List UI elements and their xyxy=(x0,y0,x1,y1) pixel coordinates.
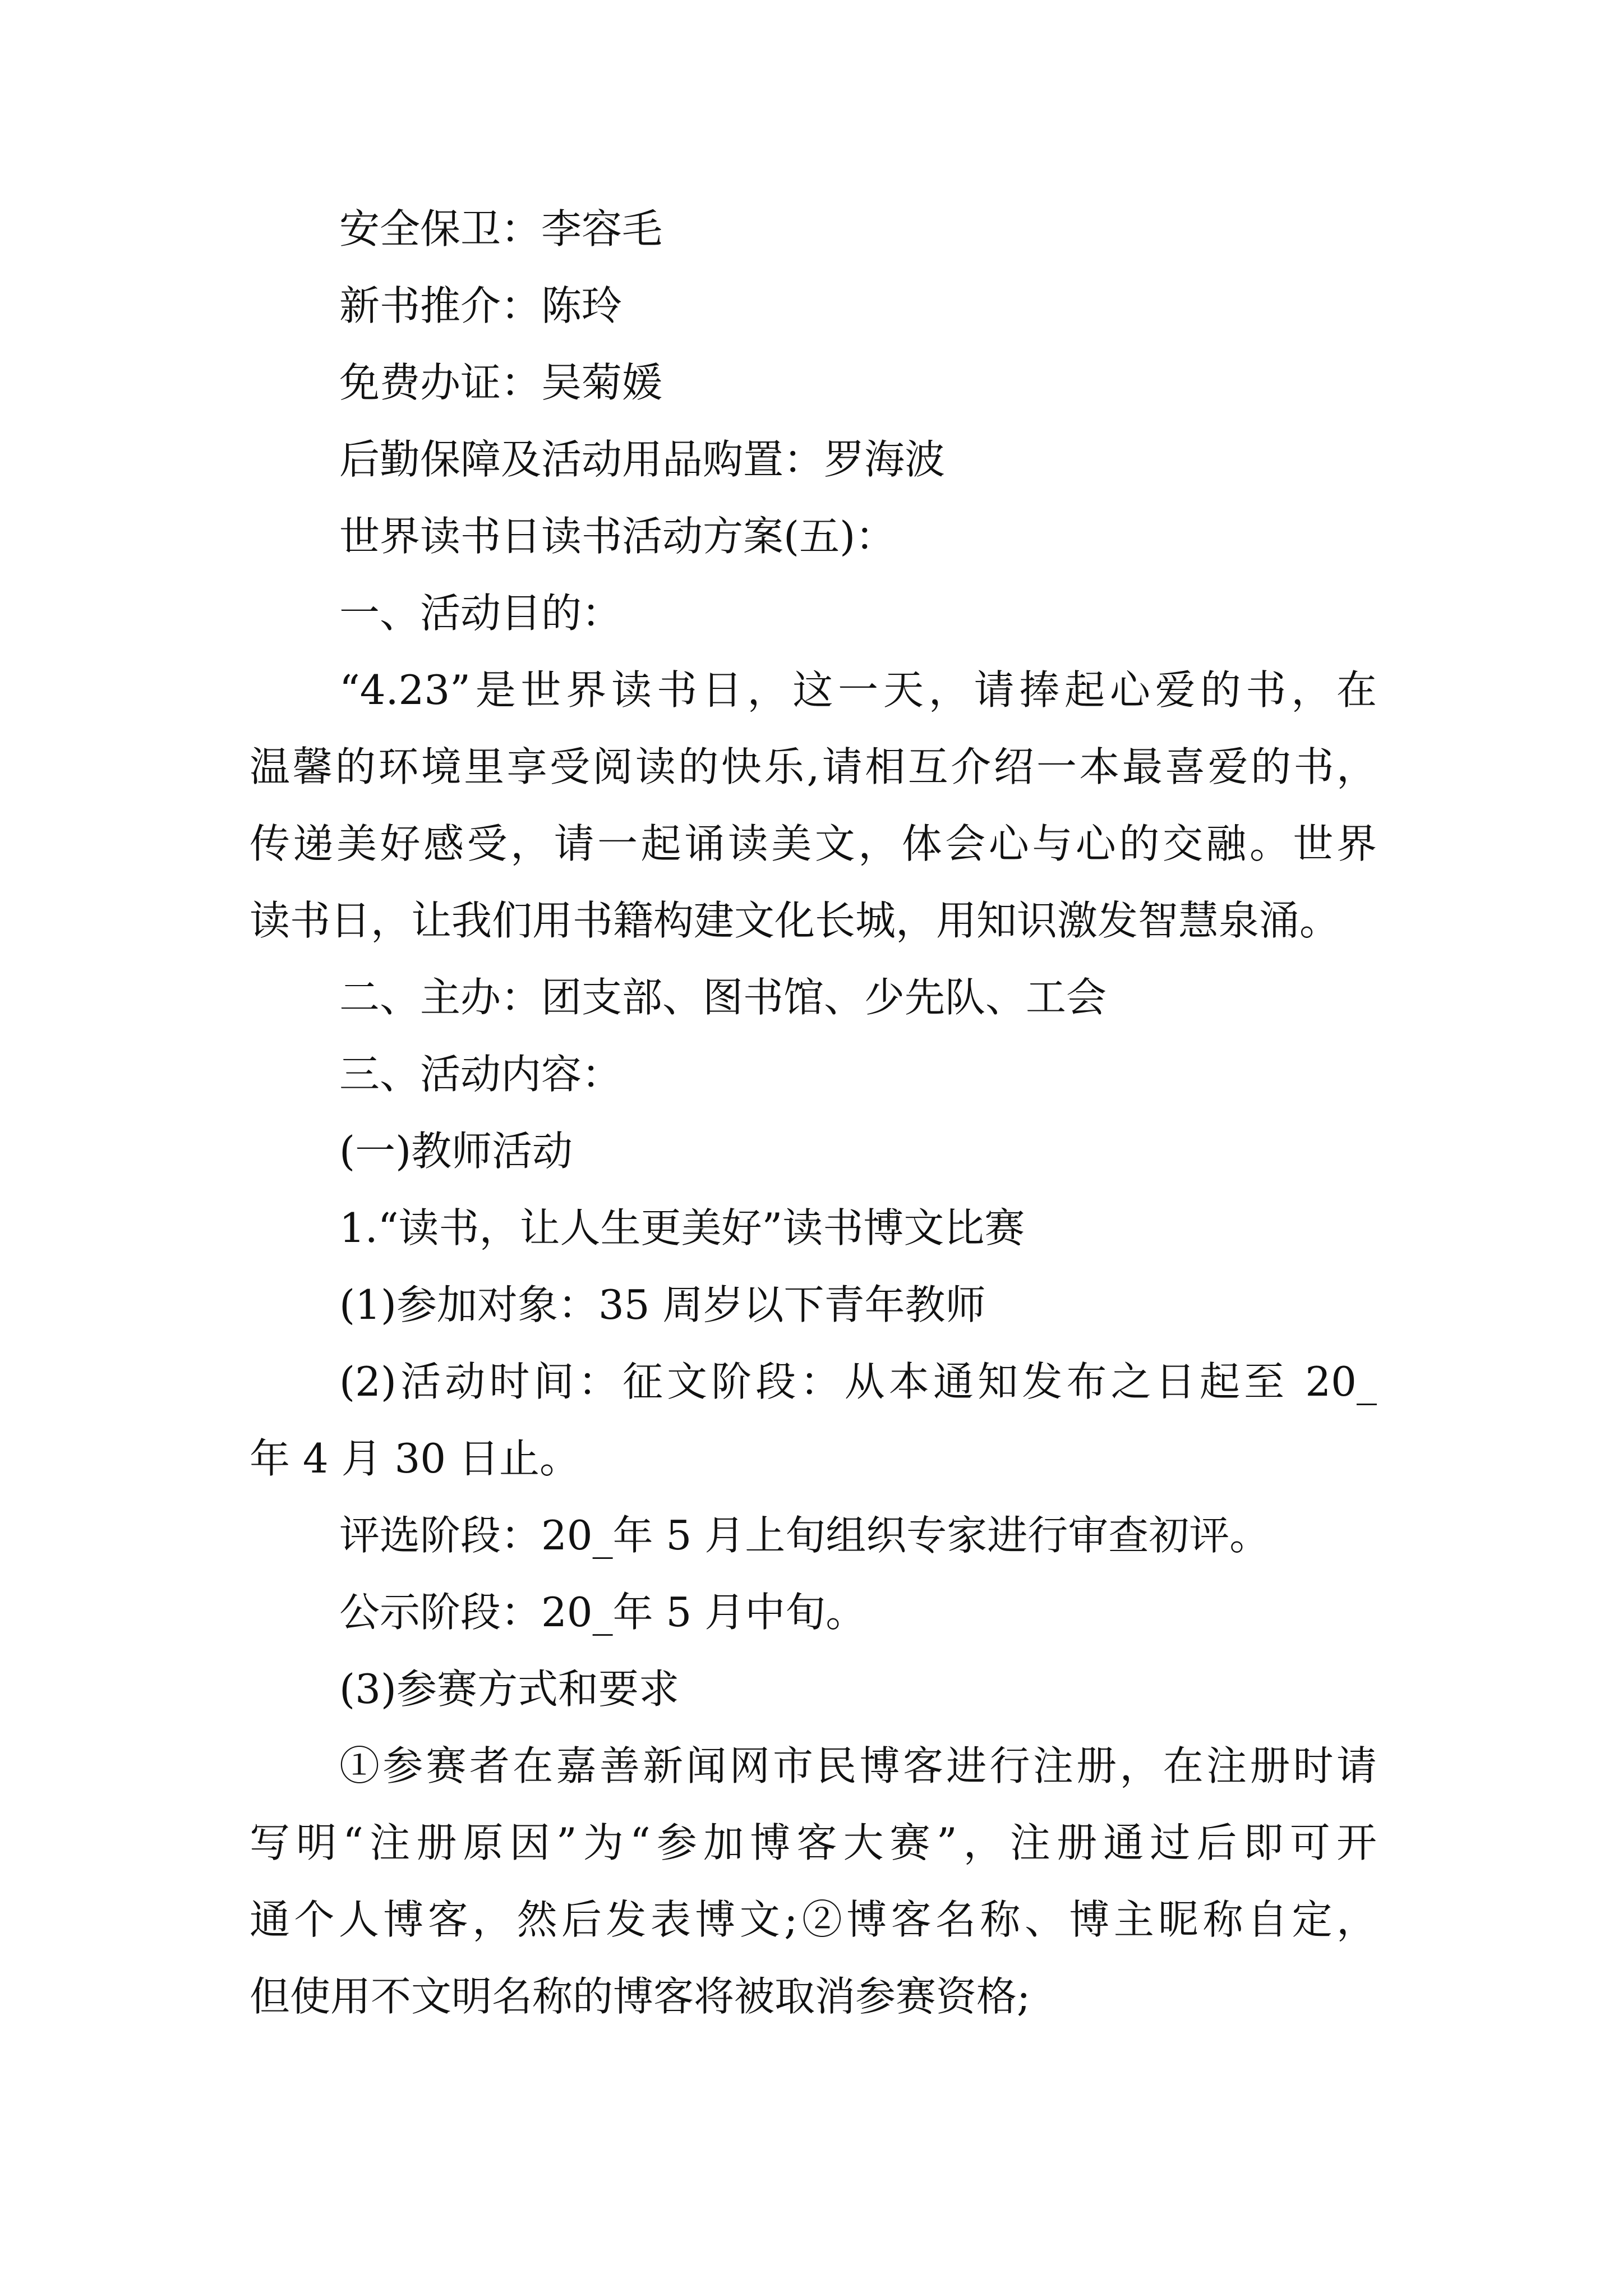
paragraph-timing xyxy=(250,1343,1377,1497)
document-page xyxy=(250,191,1377,2035)
subsection-heading-teachers: (一)教师活动 xyxy=(339,1128,573,1175)
section-heading-purpose: 一、活动目的： xyxy=(339,590,623,637)
paragraph-line: (2)活动时间：征文阶段：从本通知发布之日起至 20_ xyxy=(339,1358,1377,1405)
text-line-new-books: 新书推介：陈玲 xyxy=(339,282,623,329)
paragraph-line: 读书日，让我们用书籍构建文化长城，用知识激发智慧泉涌。 xyxy=(250,897,1340,944)
text-line-selection-stage: 评选阶段：20_年 5 月上旬组织专家进行审查初评。 xyxy=(339,1512,1270,1559)
text-line-requirements: (3)参赛方式和要求 xyxy=(339,1665,679,1713)
paragraph-line: 传递美好感受，请一起诵读美文，体会心与心的交融。世界 xyxy=(250,820,1377,867)
section-heading-plan-five: 世界读书日读书活动方案(五)： xyxy=(339,513,896,560)
section-heading-organizers: 二、主办：团支部、图书馆、少先队、工会 xyxy=(339,974,1107,1021)
text-line-logistics: 后勤保障及活动用品购置：罗海波 xyxy=(339,436,946,483)
item-heading-blog-contest: 1.“读书，让人生更美好”读书博文比赛 xyxy=(339,1204,1025,1251)
text-line-security: 安全保卫：李容毛 xyxy=(339,205,663,252)
paragraph-line: 年 4 月 30 日止。 xyxy=(250,1435,580,1482)
paragraph-line: 但使用不文明名称的博客将被取消参赛资格; xyxy=(250,1973,1031,2020)
paragraph-line: ①参赛者在嘉善新闻网市民博客进行注册，在注册时请 xyxy=(339,1742,1377,1789)
paragraph-purpose xyxy=(250,652,1377,959)
paragraph-line: “4.23”是世界读书日，这一天，请捧起心爱的书，在 xyxy=(339,666,1377,714)
text-line-publicity-stage: 公示阶段：20_年 5 月中旬。 xyxy=(339,1589,866,1636)
paragraph-line: 温馨的环境里享受阅读的快乐,请相互介绍一本最喜爱的书， xyxy=(250,743,1377,790)
text-line-free-card: 免费办证：吴菊媛 xyxy=(339,359,663,406)
section-heading-content: 三、活动内容： xyxy=(339,1051,623,1098)
paragraph-line: 写明“注册原因”为“参加博客大赛”，注册通过后即可开 xyxy=(250,1819,1377,1866)
paragraph-line: 通个人博客，然后发表博文;②博客名称、博主昵称自定， xyxy=(250,1896,1377,1943)
text-line-participants: (1)参加对象：35 周岁以下青年教师 xyxy=(339,1281,986,1328)
paragraph-registration xyxy=(250,1728,1377,2035)
